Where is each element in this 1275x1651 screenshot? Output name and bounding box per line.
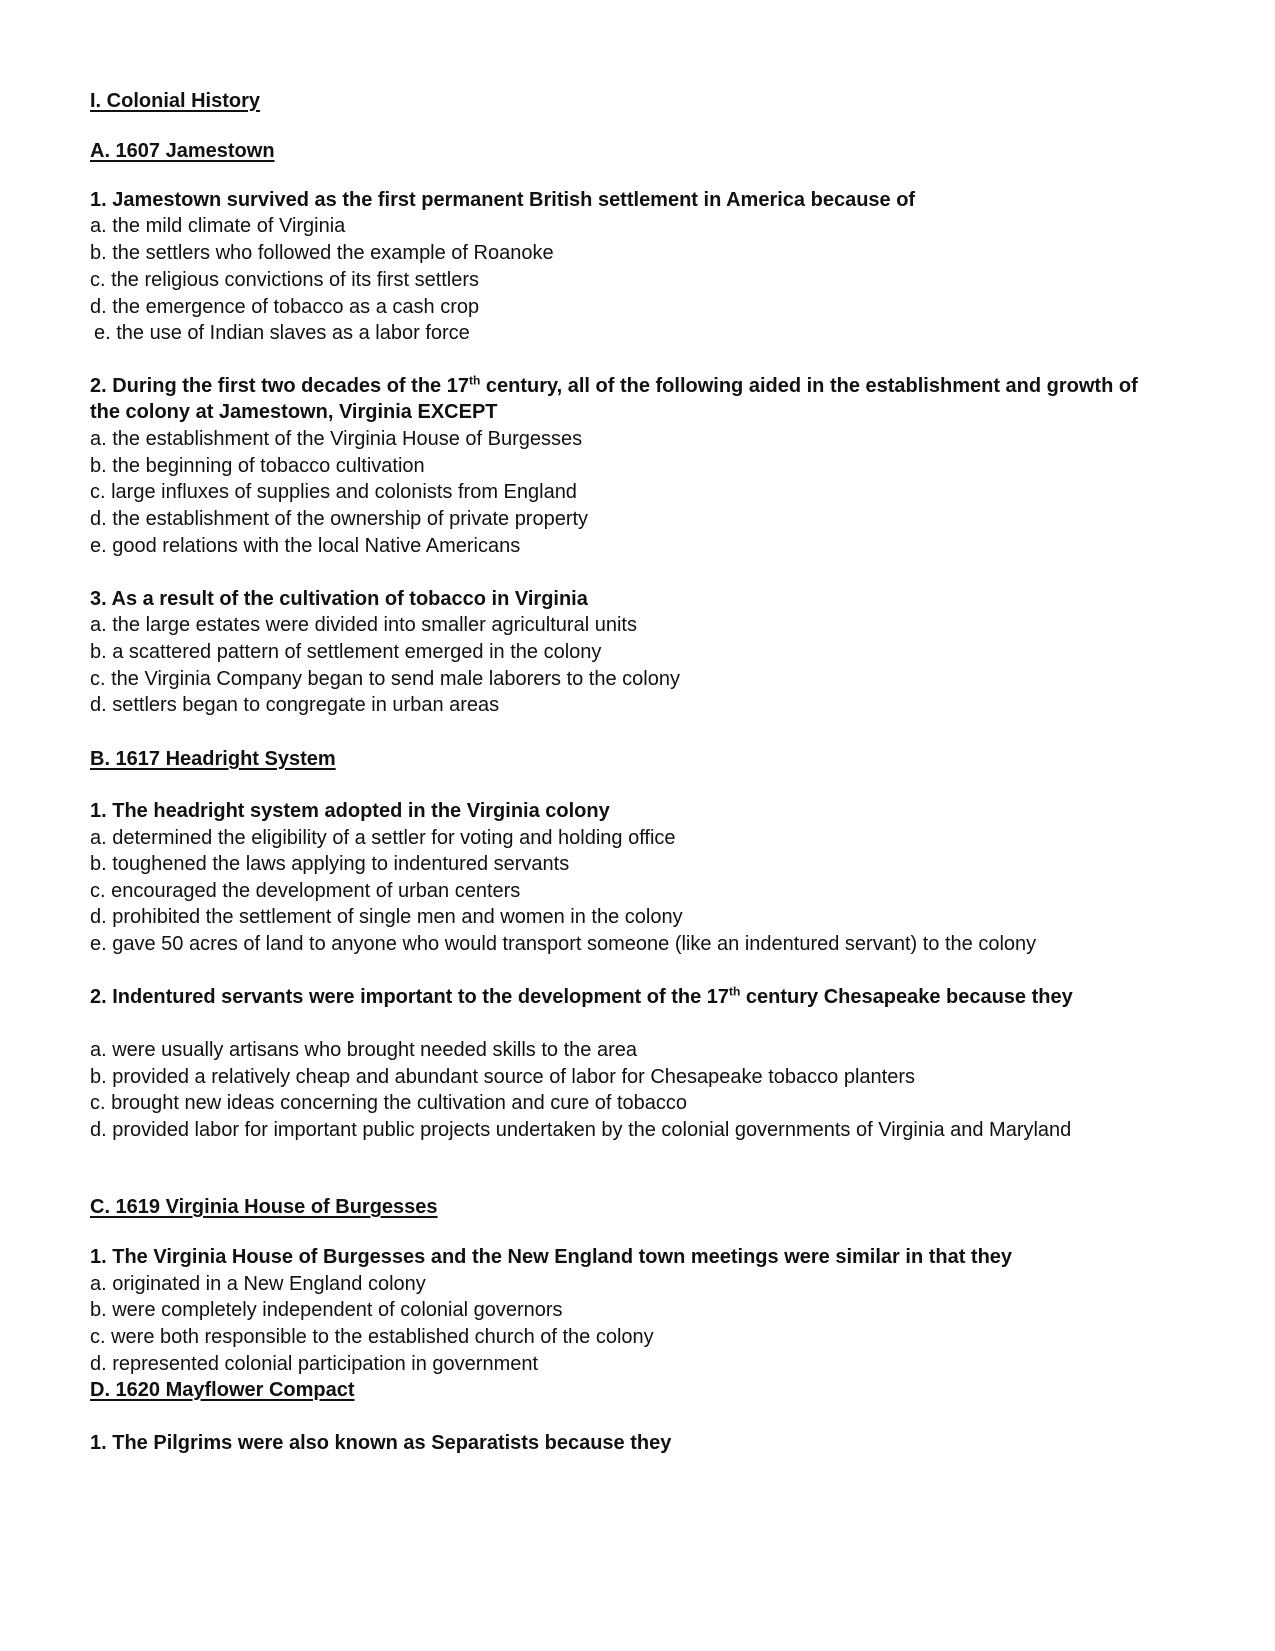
- option: a. were usually artisans who brought needed skills to the area: [90, 1039, 637, 1061]
- question-b1: 1. The headright system adopted in the Virginia colony: [90, 800, 610, 822]
- option: e. good relations with the local Native Americans: [90, 535, 521, 557]
- question-b2-text-pre: 2. Indentured servants were important to the development of the 17: [90, 986, 730, 1008]
- option: a. the large estates were divided into smaller agricultural units: [90, 614, 637, 636]
- option: d. represented colonial participation in government: [90, 1353, 539, 1375]
- option: a. the mild climate of Virginia: [90, 215, 346, 237]
- option: a. the establishment of the Virginia House of Burgesses: [90, 428, 583, 450]
- heading-jamestown: A. 1607 Jamestown: [90, 140, 275, 162]
- option: d. provided labor for important public projects undertaken by the colonial governments of Virginia and Maryland: [90, 1119, 1072, 1141]
- option: a. originated in a New England colony: [90, 1273, 426, 1295]
- question-a2-text-pre: 2. During the first two decades of the 17: [90, 375, 469, 397]
- question-a1: 1. Jamestown survived as the first permanent British settlement in America because of: [90, 189, 916, 211]
- question-b2-text-post: century Chesapeake because they: [740, 986, 1073, 1008]
- heading-headright: B. 1617 Headright System: [90, 748, 336, 770]
- option: a. determined the eligibility of a settler for voting and holding office: [90, 827, 676, 849]
- option: c. encouraged the development of urban centers: [90, 880, 521, 902]
- superscript: th: [729, 984, 741, 999]
- option: b. the beginning of tobacco cultivation: [90, 455, 425, 477]
- question-a2: [90, 373, 1138, 399]
- option: d. the emergence of tobacco as a cash crop: [90, 296, 480, 318]
- superscript: th: [468, 373, 481, 388]
- question-a3: 3. As a result of the cultivation of tobacco in Virginia: [90, 588, 588, 610]
- heading-mayflower-compact: D. 1620 Mayflower Compact: [90, 1379, 355, 1401]
- option: d. the establishment of the ownership of private property: [90, 508, 589, 530]
- heading-house-of-burgesses: C. 1619 Virginia House of Burgesses: [90, 1196, 438, 1218]
- option: b. were completely independent of colonial governors: [90, 1299, 563, 1321]
- option: c. large influxes of supplies and colonists from England: [90, 481, 577, 503]
- option: c. were both responsible to the established church of the colony: [90, 1326, 654, 1348]
- option: b. provided a relatively cheap and abundant source of labor for Chesapeake tobacco planters: [90, 1066, 915, 1088]
- question-b2: [90, 984, 1073, 1010]
- option: c. the religious convictions of its first settlers: [90, 269, 480, 291]
- option: b. toughened the laws applying to indentured servants: [90, 853, 570, 875]
- option: c. brought new ideas concerning the cultivation and cure of tobacco: [90, 1092, 688, 1114]
- section-title: I. Colonial History: [90, 90, 261, 112]
- option: d. settlers began to congregate in urban areas: [90, 694, 500, 716]
- question-a2-text-post: century, all of the following aided in the establishment and growth of: [480, 375, 1138, 397]
- question-a2-line2: the colony at Jamestown, Virginia EXCEPT: [90, 401, 498, 423]
- option: b. a scattered pattern of settlement emerged in the colony: [90, 641, 602, 663]
- option: e. gave 50 acres of land to anyone who would transport someone (like an indentured servant) to the colony: [90, 933, 1037, 955]
- option: c. the Virginia Company began to send male laborers to the colony: [90, 668, 680, 690]
- question-c1: 1. The Virginia House of Burgesses and the New England town meetings were similar in that they: [90, 1246, 1013, 1268]
- option: b. the settlers who followed the example of Roanoke: [90, 242, 554, 264]
- option: e. the use of Indian slaves as a labor force: [94, 322, 470, 344]
- question-d1: 1. The Pilgrims were also known as Separatists because they: [90, 1432, 672, 1454]
- option: d. prohibited the settlement of single men and women in the colony: [90, 906, 683, 928]
